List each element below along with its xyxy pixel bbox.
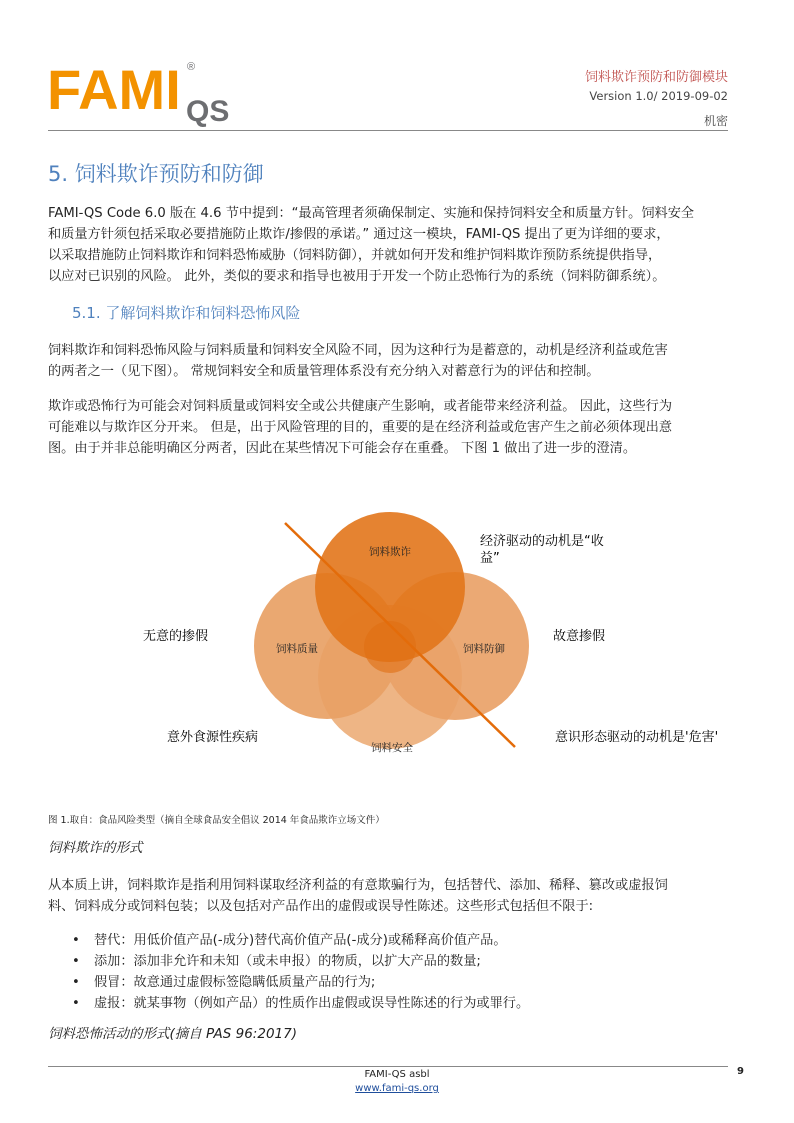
label-foodborne-illness: 意外食源性疾病 bbox=[167, 730, 259, 745]
logo-sub-text: QS bbox=[186, 95, 230, 128]
label-unintentional-adulteration: 无意的掺假 bbox=[143, 629, 209, 644]
paragraph-line: 从本质上讲，饲料欺诈是指利用饲料谋取经济利益的有意欺骗行为，包括替代、添加、稀释、篡改或虚报饲 bbox=[48, 878, 668, 893]
label-feed-safety: 饲料安全 bbox=[371, 742, 413, 754]
paragraph-line: 欺诈或恐怖行为可能会对饲料质量或饲料安全或公共健康产生影响，或者能带来经济利益。 因此，这些行为 bbox=[48, 399, 673, 414]
paragraph-line: 以应对已识别的风险。 此外，类似的要求和指导也被用于开发一个防止恐怖行为的系统（饲料防御系统）。 bbox=[48, 269, 666, 284]
paragraph-line: 饲料欺诈和饲料恐怖风险与饲料质量和饲料安全风险不同，因为这种行为是蓄意的，动机是经济利益或危害 bbox=[48, 343, 668, 358]
bullet-icon: • bbox=[72, 933, 80, 948]
label-intentional-adulteration: 故意掺假 bbox=[553, 629, 606, 644]
header-divider bbox=[48, 130, 728, 131]
label-feed-fraud: 饲料欺诈 bbox=[369, 546, 411, 558]
bullet-icon: • bbox=[72, 975, 80, 990]
paragraph-line: 以采取措施防止饲料欺诈和饲料恐怖威胁（饲料防御），并就如何开发和维护饲料欺诈预防系统提供指导， bbox=[48, 248, 662, 263]
bullet-icon: • bbox=[72, 996, 80, 1011]
subsection-heading: 5.1. 了解饲料欺诈和饲料恐怖风险 bbox=[72, 304, 301, 322]
section-heading: 5. 饲料欺诈预防和防御 bbox=[48, 162, 264, 186]
fami-qs-logo bbox=[47, 58, 247, 128]
label-feed-defense: 饲料防御 bbox=[463, 643, 505, 655]
fraud-forms-list bbox=[72, 930, 529, 1014]
risk-paragraph-1 bbox=[48, 340, 748, 382]
footer-organization: FAMI-QS asbl bbox=[364, 1069, 430, 1080]
header-confidentiality: 机密 bbox=[703, 114, 728, 128]
paragraph-line: 料、饲料成分或饲料包装；以及包括对产品作出的虚假或误导性陈述。这些形式包括但不限于: bbox=[48, 899, 594, 914]
bullet-icon: • bbox=[72, 954, 80, 969]
list-item-text: 假冒：故意通过虚假标签隐瞒低质量产品的行为; bbox=[94, 975, 376, 990]
list-item bbox=[72, 993, 529, 1014]
list-item-text: 虚报：就某事物（例如产品）的性质作出虚假或误导性陈述的行为或罪行。 bbox=[94, 996, 530, 1011]
list-item-text: 添加：添加非允许和未知（或未申报）的物质，以扩大产品的数量; bbox=[94, 954, 481, 969]
paragraph-line: FAMI-QS Code 6.0 版在 4.6 节中提到：“最高管理者须确保制定、实施和保持饲料安全和质量方针。饲料安全 bbox=[48, 206, 695, 221]
forms-fraud-heading: 饲料欺诈的形式 bbox=[48, 840, 143, 856]
figure-caption: 图 1.取自：食品风险类型（摘自全球食品安全倡议 2014 年食品欺诈立场文件） bbox=[48, 815, 385, 826]
list-item bbox=[72, 930, 529, 951]
paragraph-line: 的两者之一（见下图）。 常规饲料安全和质量管理体系没有充分纳入对蓄意行为的评估和控制。 bbox=[48, 364, 600, 379]
forms-fraud-paragraph bbox=[48, 875, 748, 917]
header-title: 饲料欺诈预防和防御模块 bbox=[584, 70, 728, 85]
paragraph-line: 和质量方针须包括采取必要措施防止欺诈/掺假的承诺。” 通过这一模块，FAMI-QS 提出了更为详细的要求， bbox=[48, 227, 670, 242]
header-version: Version 1.0/ 2019-09-02 bbox=[589, 89, 728, 103]
paragraph-line: 图。由于并非总能明确区分两者，因此在某些情况下可能会存在重叠。 下图 1 做出了进一步的澄清。 bbox=[48, 441, 637, 456]
logo-main-text: FAMI bbox=[47, 58, 181, 121]
label-economic-motive-cont: 益” bbox=[480, 551, 500, 566]
list-item-text: 替代：用低价值产品(-成分)替代高价值产品(-成分)或稀释高价值产品。 bbox=[94, 933, 507, 948]
footer-divider bbox=[48, 1066, 728, 1067]
label-economic-motive: 经济驱动的动机是“收 bbox=[480, 534, 604, 549]
footer-website-link[interactable]: www.fami-qs.org bbox=[355, 1083, 439, 1094]
logo-registered-mark: ® bbox=[187, 61, 196, 73]
venn-center-overlap bbox=[364, 621, 416, 673]
food-risk-venn-diagram bbox=[140, 505, 760, 805]
list-item bbox=[72, 951, 529, 972]
risk-paragraph-2 bbox=[48, 396, 748, 459]
label-ideological-motive: 意识形态驱动的动机是'危害' bbox=[555, 730, 719, 745]
intro-paragraph bbox=[48, 203, 748, 287]
page-number: 9 bbox=[737, 1066, 744, 1077]
forms-terror-heading: 饲料恐怖活动的形式(摘自 PAS 96:2017) bbox=[48, 1026, 297, 1042]
paragraph-line: 可能难以与欺诈区分开来。 但是，出于风险管理的目的，重要的是在经济利益或危害产生之前必须体现出意 bbox=[48, 420, 673, 435]
list-item bbox=[72, 972, 529, 993]
label-feed-quality: 饲料质量 bbox=[276, 643, 318, 655]
